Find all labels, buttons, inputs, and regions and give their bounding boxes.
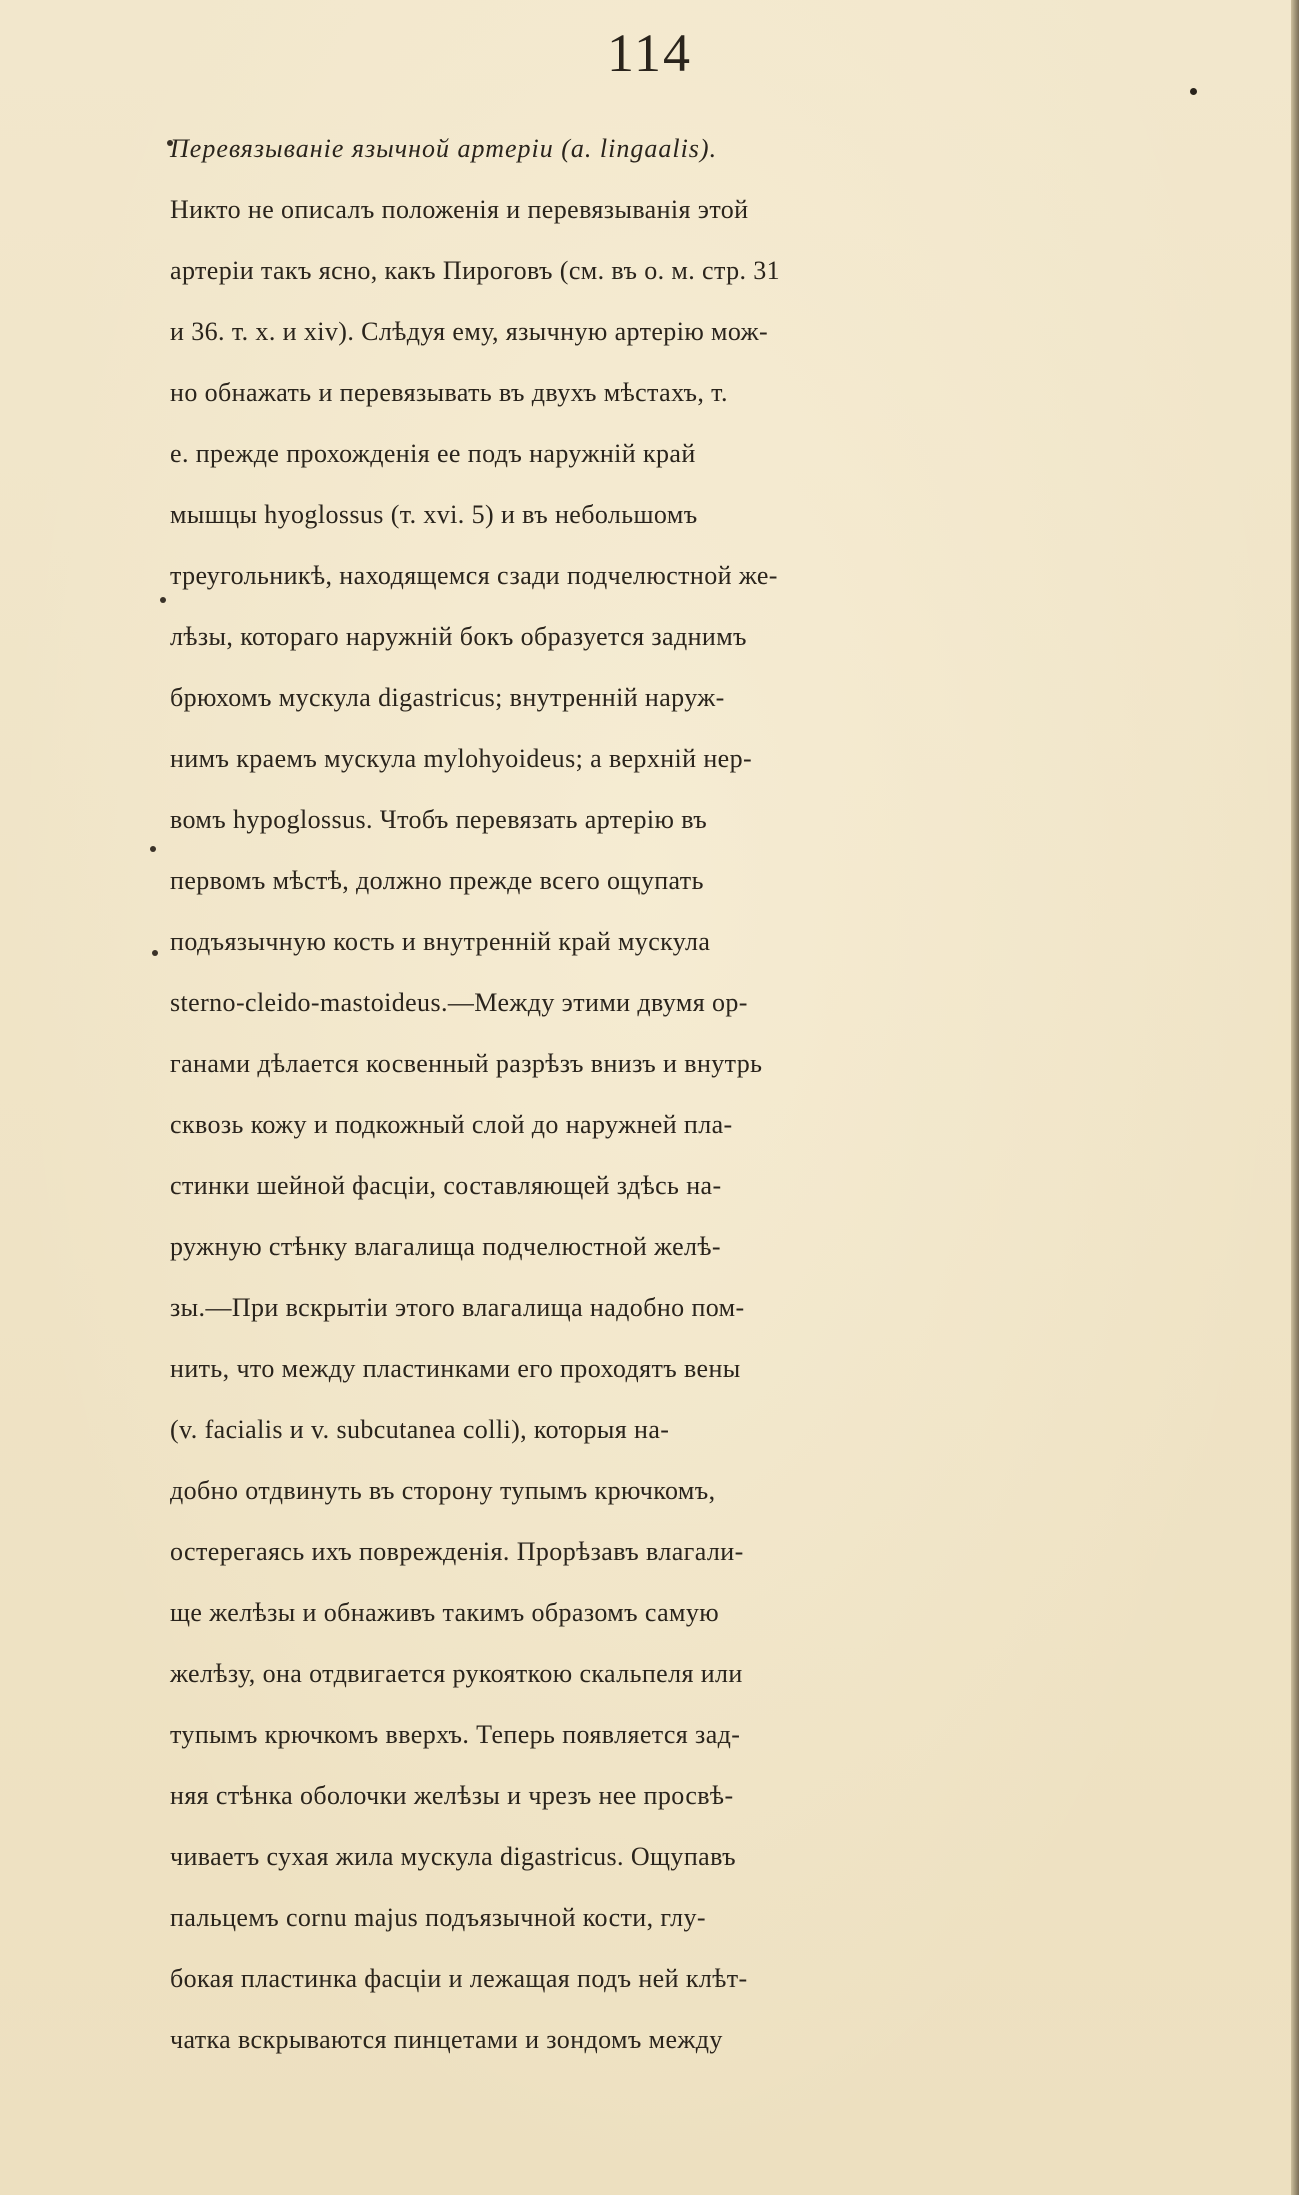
text-line: стинки шейной фасціи, составляющей здѣсь на- xyxy=(170,1171,722,1200)
text-line: желѣзу, она отдвигается рукояткою скальпеля или xyxy=(170,1659,743,1688)
text-line: бокая пластинка фасціи и лежащая подъ ней клѣт- xyxy=(170,1964,748,1993)
text-line: чатка вскрываются пинцетами и зондомъ между xyxy=(170,2025,723,2054)
text-line: ще желѣзы и обнаживъ такимъ образомъ самую xyxy=(170,1598,720,1627)
text-line: тупымъ крючкомъ вверхъ. Теперь появляется зад- xyxy=(170,1720,741,1749)
page-number: 114 xyxy=(607,23,692,83)
text-line: (v. facialis и v. subcutanea colli), которыя на- xyxy=(170,1415,670,1444)
text-line: лѣзы, котораго наружній бокъ образуется заднимъ xyxy=(170,622,747,651)
text-line: мышцы hyoglossus (т. xvi. 5) и въ небольшомъ xyxy=(170,500,698,529)
ink-spot xyxy=(152,950,158,956)
text-line: остерегаясь ихъ поврежденія. Прорѣзавъ влагали- xyxy=(170,1537,744,1566)
ink-spot xyxy=(1190,88,1197,95)
text-line: первомъ мѣстѣ, должно прежде всего ощупать xyxy=(170,866,704,895)
text-line: Никто не описалъ положенія и перевязыванія этой xyxy=(170,195,749,224)
text-line: чиваетъ сухая жила мускула digastricus. Ощупавъ xyxy=(170,1842,736,1871)
ink-spot xyxy=(150,846,156,852)
text-line: сквозь кожу и подкожный слой до наружней пла- xyxy=(170,1110,733,1139)
text-line: ружную стѣнку влагалища подчелюстной желѣ- xyxy=(170,1232,721,1261)
page-edge-shadow xyxy=(1291,0,1299,2195)
text-line: артеріи такъ ясно, какъ Пироговъ (см. въ о. м. стр. 31 xyxy=(170,256,781,285)
text-line: брюхомъ мускула digastricus; внутренній наруж- xyxy=(170,683,725,712)
ink-spot xyxy=(160,597,166,603)
page-body-text xyxy=(170,118,1280,2070)
text-line: зы.—При вскрытіи этого влагалища надобно пом- xyxy=(170,1293,745,1322)
text-line: вомъ hypoglossus. Чтобъ перевязать артерію въ xyxy=(170,805,708,834)
section-heading: Перевязываніе язычной артеріи (a. lingaalis). xyxy=(170,134,718,163)
text-line: подъязычную кость и внутренній край мускула xyxy=(170,927,711,956)
text-line: добно отдвинуть въ сторону тупымъ крючкомъ, xyxy=(170,1476,716,1505)
text-line: няя стѣнка оболочки желѣзы и чрезъ нее просвѣ- xyxy=(170,1781,734,1810)
text-line: sterno-cleido-mastoideus.—Между этими двумя ор- xyxy=(170,988,748,1017)
text-line: нить, что между пластинками его проходятъ вены xyxy=(170,1354,741,1383)
text-line: ганами дѣлается косвенный разрѣзъ внизъ и внутрь xyxy=(170,1049,763,1078)
text-line: е. прежде прохожденія ее подъ наружній край xyxy=(170,439,696,468)
text-line: пальцемъ cornu majus подъязычной кости, глу- xyxy=(170,1903,706,1932)
text-line: треугольникѣ, находящемся сзади подчелюстной же- xyxy=(170,561,778,590)
text-line: нимъ краемъ мускула mylohyoideus; а верхній нер- xyxy=(170,744,753,773)
text-line: и 36. т. х. и xiv). Слѣдуя ему, язычную артерію мож- xyxy=(170,317,769,346)
text-line: но обнажать и перевязывать въ двухъ мѣстахъ, т. xyxy=(170,378,728,407)
